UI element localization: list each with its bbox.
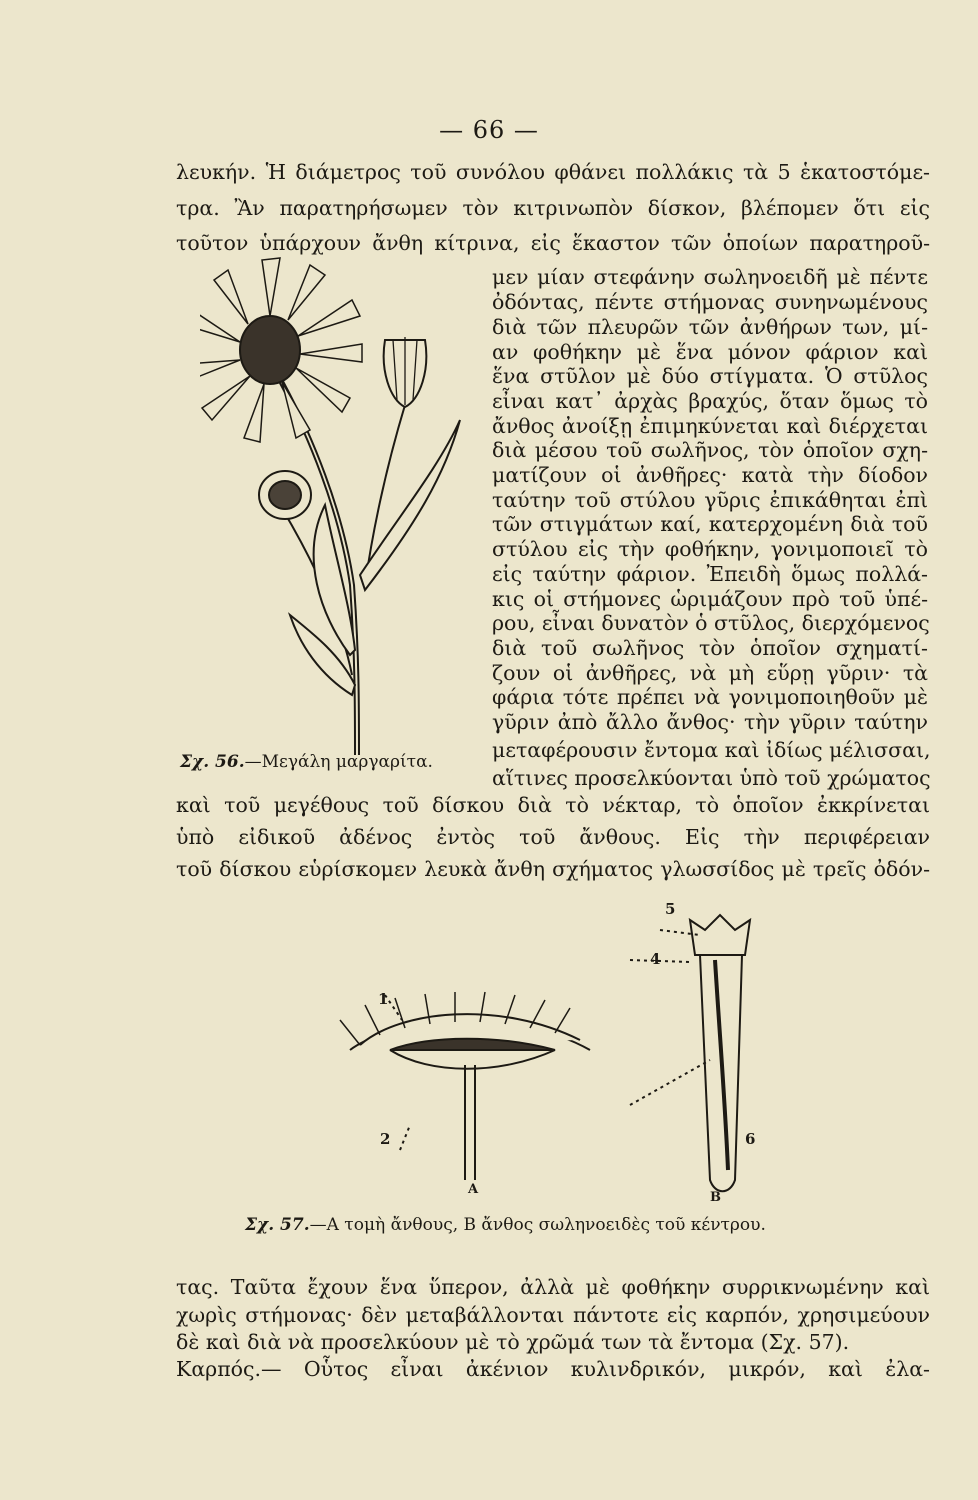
text-line: λευκήν. Ἡ διάμετρος τοῦ συνόλου φθάνει πολλάκις τὰ 5 ἑκατοστόμε-: [176, 160, 930, 184]
figure-mark-1: 1: [378, 990, 389, 1008]
text-line: στύλου εἰς τὴν φοθήκην, γονιμοποιεῖ τὸ: [492, 537, 928, 561]
text-line: αν φοθήκην μὲ ἕνα μόνον φάριον καὶ: [492, 340, 928, 364]
text-line: ὑπὸ εἰδικοῦ ἀδένος ἐντὸς τοῦ ἄνθους. Εἰς τὴν περιφέρειαν: [176, 825, 930, 849]
figure-letter-a: A: [468, 1182, 479, 1197]
text-line: δὲ καὶ διὰ νὰ προσελκύουν μὲ τὸ χρῶμά των τὰ ἔντομα (Σχ. 57).: [176, 1330, 850, 1354]
text-line: γῦριν ἀπὸ ἄλλο ἄνθος· τὴν γῦριν ταύτην: [492, 710, 928, 734]
figure-57-text: —Α τομὴ ἄνθους, Β ἄνθος σωληνοειδὲς τοῦ κέντρου.: [309, 1215, 766, 1235]
text-line: ματίζουν οἱ ἀνθῆρες· κατὰ τὴν δίοδον: [492, 463, 928, 487]
text-line: κις οἱ στήμονες ὡριμάζουν πρὸ τοῦ ὑπέ-: [492, 587, 928, 611]
text-line: τοῦτον ὑπάρχουν ἄνθη κίτρινα, εἰς ἕκαστον τῶν ὁποίων παρατηροῦ-: [176, 231, 930, 255]
text-line: φάρια τότε πρέπει νὰ γονιμοποιηθοῦν μὲ: [492, 685, 928, 709]
text-line: ὀδόντας, πέντε στήμονας συνηνωμένους: [492, 290, 928, 314]
figure-mark-4: 4: [650, 950, 661, 968]
text-line: εἶναι κατ᾽ ἀρχὰς βραχύς, ὅταν ὅμως τὸ: [492, 389, 928, 413]
text-line: τῶν στιγμάτων καί, κατερχομένη διὰ τοῦ: [492, 512, 928, 536]
text-line: αἵτινες προσελκύονται ὑπὸ τοῦ χρώματος: [492, 766, 931, 790]
text-line: ἄνθος ἀνοίξῃ ἐπιμηκύνεται καὶ διέρχεται: [492, 414, 928, 438]
text-line: ταύτην τοῦ στύλου γῦρις ἐπικάθηται ἐπὶ: [492, 488, 928, 512]
figure-57-label: Σχ. 57.: [245, 1215, 310, 1235]
text-line: μεταφέρουσιν ἔντομα καὶ ἰδίως μέλισσαι,: [492, 738, 931, 762]
page-number: — 66 —: [439, 116, 539, 144]
text-line: διὰ μέσου τοῦ σωλῆνος, τὸν ὁποῖον σχη-: [492, 438, 928, 462]
text-line: ζουν οἱ ἀνθῆρες, νὰ μὴ εὕρῃ γῦριν· τὰ: [492, 661, 928, 685]
daisy-illustration: [200, 255, 485, 760]
text-line: καὶ τοῦ μεγέθους τοῦ δίσκου διὰ τὸ νέκταρ, τὸ ὁποῖον ἐκκρίνεται: [176, 793, 930, 817]
text-line: τρα. Ἂν παρατηρήσωμεν τὸν κιτρινωπὸν δίσκον, βλέπομεν ὅτι εἰς: [176, 196, 930, 220]
text-line: εἰς ταύτην φάριον. Ἐπειδὴ ὅμως πολλά-: [492, 562, 928, 586]
figure-56-text: —Μεγάλη μαργαρίτα.: [244, 752, 433, 772]
text-line: διὰ τοῦ σωλῆνος τὸν ὁποῖον σχηματί-: [492, 636, 928, 660]
figure-letter-b: B: [710, 1190, 721, 1205]
text-line: τοῦ δίσκου εὑρίσκομεν λευκὰ ἄνθη σχήματος γλωσσίδος μὲ τρεῖς ὀδόν-: [176, 857, 930, 881]
text-line: ἕνα στῦλον μὲ δύο στίγματα. Ὁ στῦλος: [492, 364, 928, 388]
text-line: Καρπός.— Οὗτος εἶναι ἀκένιον κυλινδρικόν, μικρόν, καὶ ἐλα-: [176, 1357, 930, 1381]
flower-section-illustration: [330, 900, 770, 1200]
figure-56-label: Σχ. 56.: [180, 752, 245, 772]
figure-57-caption: [245, 1215, 766, 1235]
text-line: τας. Ταῦτα ἔχουν ἕνα ὕπερον, ἀλλὰ μὲ φοθήκην συρρικνωμένην καὶ: [176, 1275, 930, 1299]
text-line: μεν μίαν στεφάνην σωληνοειδῆ μὲ πέντε: [492, 265, 928, 289]
text-line: χωρὶς στήμονας· δὲν μεταβάλλονται πάντοτε εἰς καρπόν, χρησιμεύουν: [176, 1303, 930, 1327]
text-line: ρου, εἶναι δυνατὸν ὁ στῦλος, διερχόμενος: [492, 611, 930, 635]
figure-mark-6: 6: [745, 1130, 756, 1148]
figure-mark-2: 2: [380, 1130, 391, 1148]
figure-mark-5: 5: [665, 900, 676, 918]
figure-56-caption: [180, 752, 433, 772]
text-line: διὰ τῶν πλευρῶν τῶν ἀνθήρων των, μί-: [492, 315, 928, 339]
